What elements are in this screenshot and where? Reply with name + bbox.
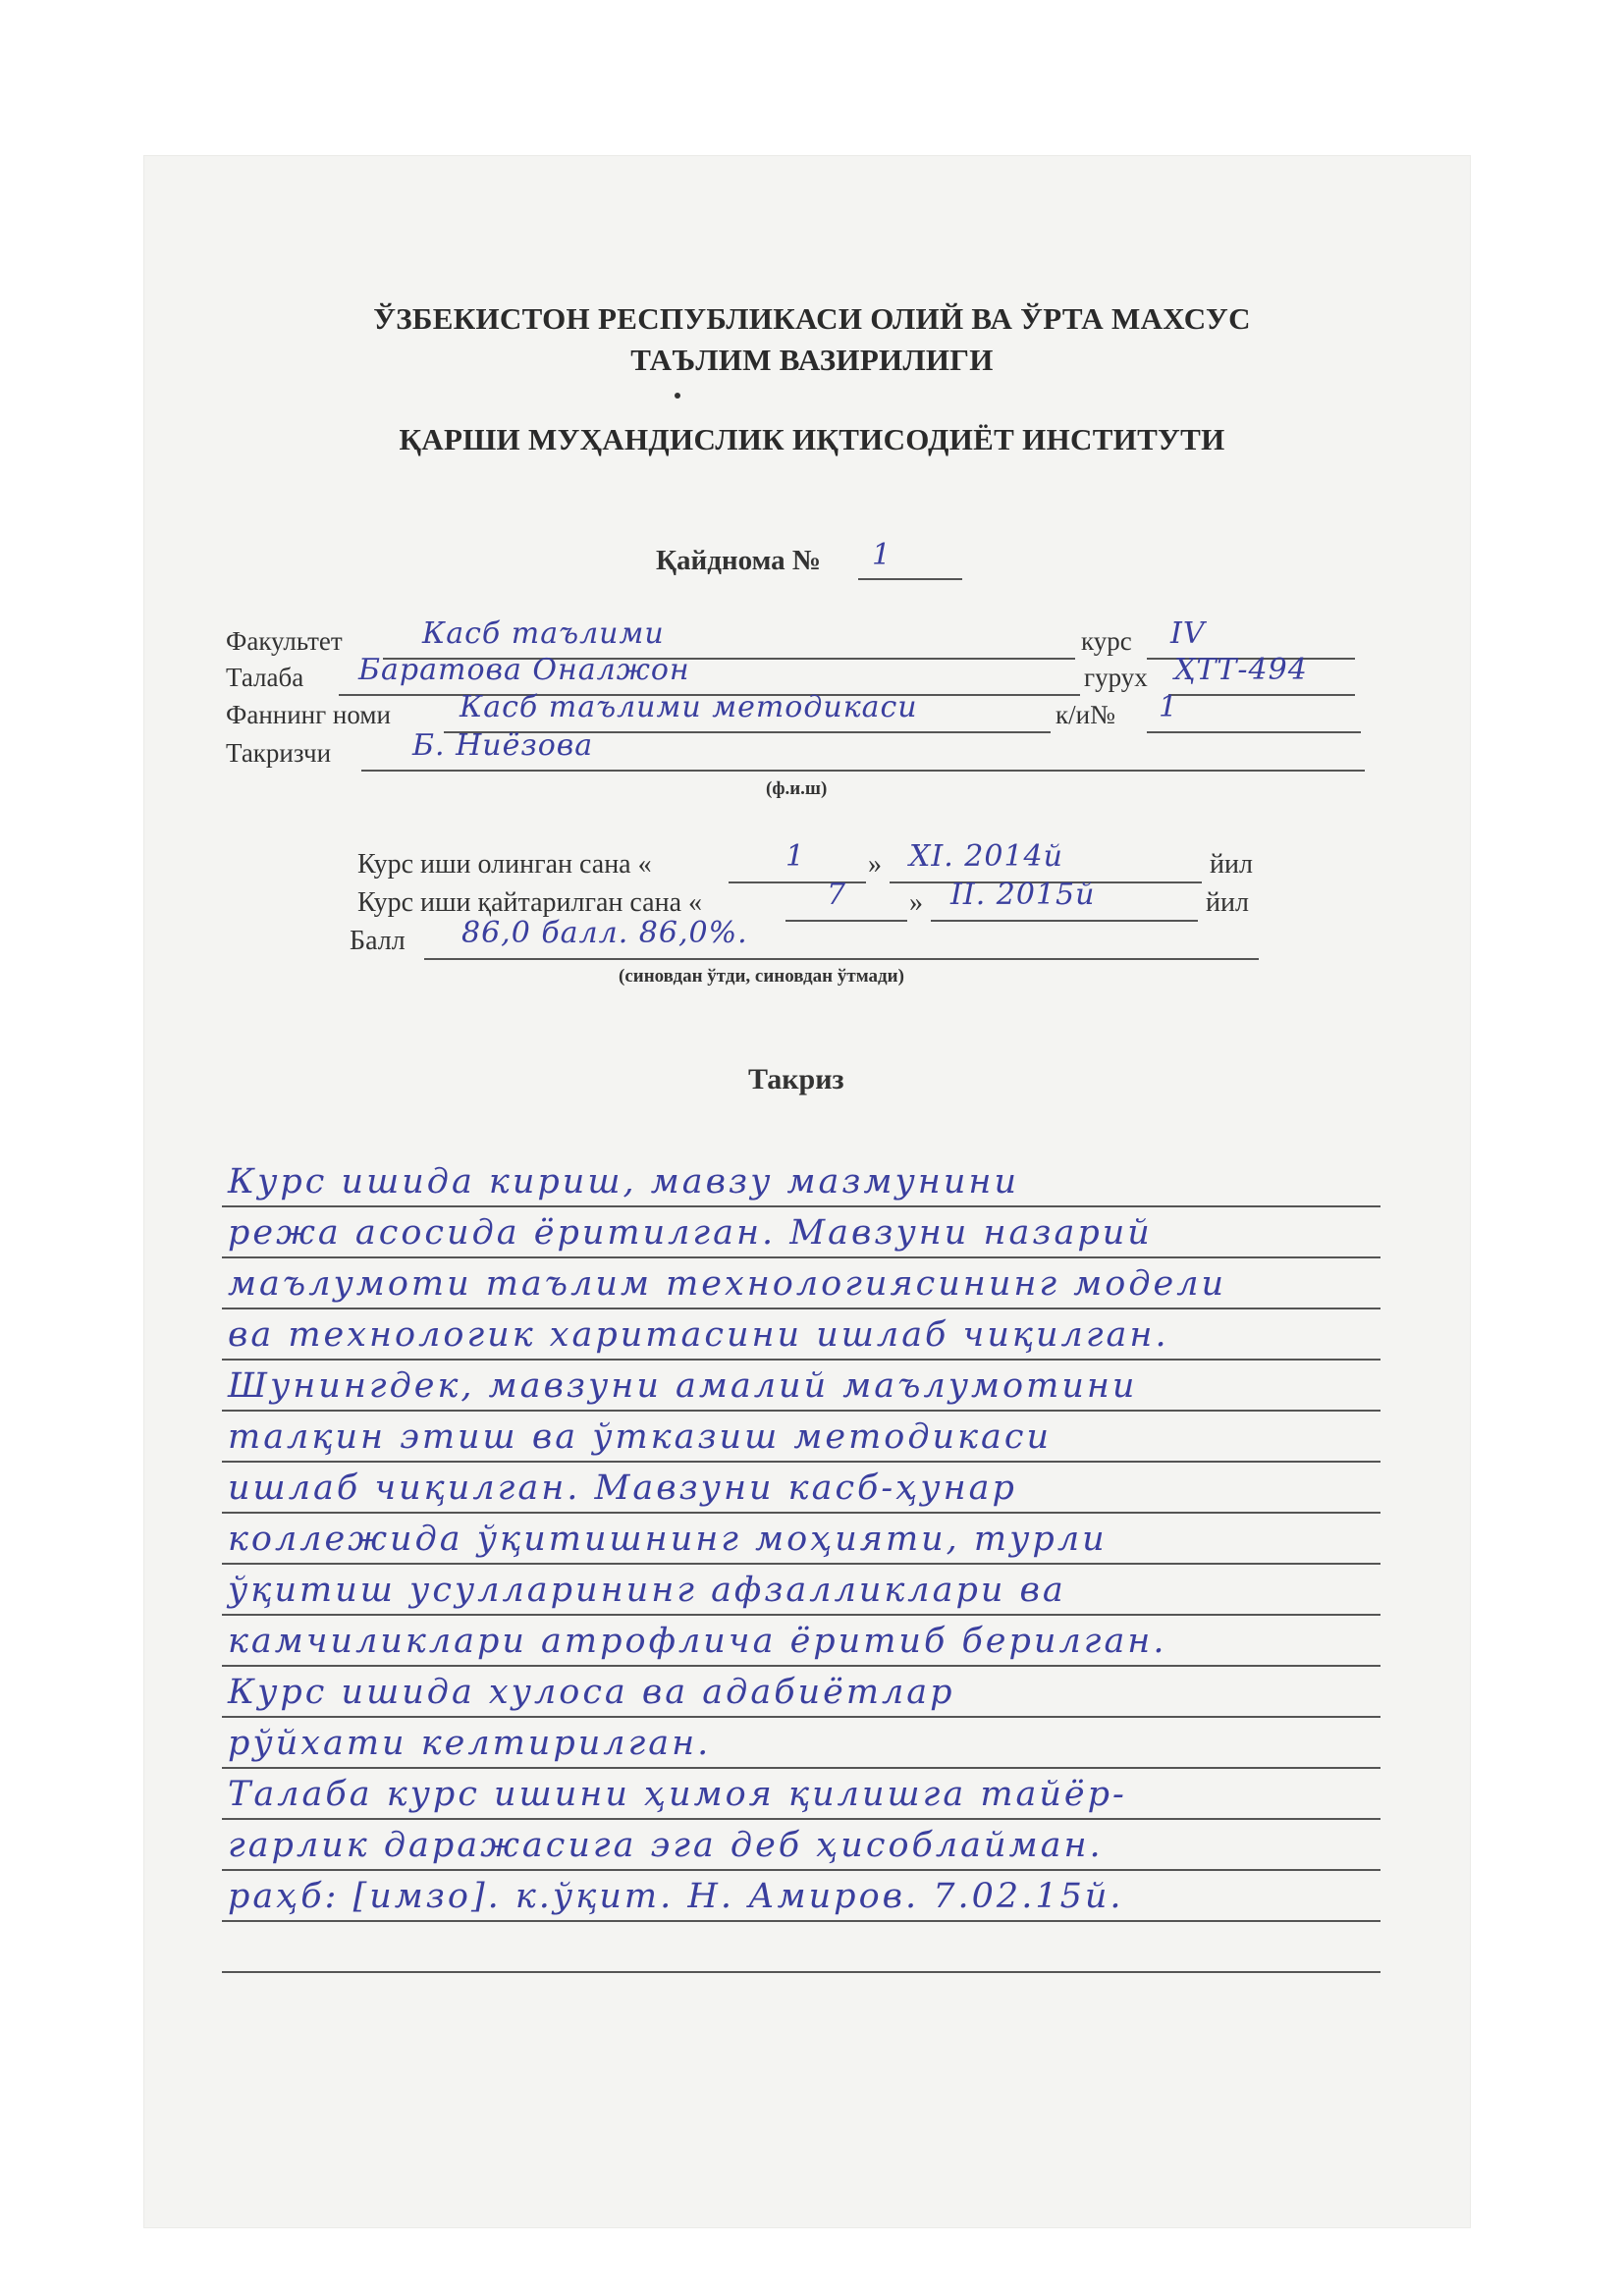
returned-label: Курс иши қайтарилган сана « (357, 887, 703, 918)
reviewer-value: Б. Ниёзова (412, 728, 594, 763)
score-value: 86,0 балл. 86,0%. (461, 916, 748, 950)
kn-value: 1 (1159, 690, 1179, 724)
received-day: 1 (785, 839, 806, 874)
reviewer-label: Такризчи (226, 738, 332, 768)
institute-name: ҚАРШИ МУҲАНДИСЛИК ИҚТИСОДИЁТ ИНСТИТУТИ (399, 422, 1225, 456)
returned-day-line (785, 920, 907, 922)
score-label: Балл (350, 926, 406, 956)
faculty-value: Касб таълими (422, 616, 665, 651)
group-line (1168, 694, 1355, 696)
group-value: ҲТТ-494 (1174, 653, 1308, 687)
course-label: курс (1081, 626, 1132, 656)
kn-line (1147, 731, 1361, 733)
review-line: коллежида ўқитишнинг моҳияти, турли (222, 1513, 1380, 1565)
review-line: ва технологик харитасини ишлаб чиқилган. (222, 1308, 1380, 1361)
subject-value: Касб таълими методикаси (460, 690, 918, 724)
group-label: гурух (1084, 663, 1148, 692)
record-title: Қайднома № (656, 545, 822, 576)
record-number: 1 (872, 538, 893, 572)
reviewer-line (361, 770, 1365, 772)
review-line: гарлик даражасига эга деб ҳисоблайман. (222, 1819, 1380, 1871)
score-note: (синовдан ўтди, синовдан ўтмади) (619, 966, 904, 987)
received-quote-close: » (868, 849, 882, 880)
score-line (424, 958, 1259, 960)
subject-label: Фаннинг номи (226, 700, 391, 729)
review-line: ўқитиш усулларининг афзалликлари ва (222, 1564, 1380, 1616)
faculty-label: Факультет (226, 626, 343, 656)
student-value: Баратова Оналжон (358, 653, 690, 687)
student-label: Талаба (226, 663, 304, 692)
review-line: раҳб: [имзо]. к.ўқит. Н. Амиров. 7.02.15й. (222, 1870, 1380, 1922)
review-line: маълумоти таълим технологиясининг модели (222, 1257, 1380, 1309)
review-line: ишлаб чиқилган. Мавзуни касб-ҳунар (222, 1462, 1380, 1514)
review-title: Такриз (748, 1063, 844, 1095)
review-line: талқин этиш ва ўтказиш методикаси (222, 1411, 1380, 1463)
received-suffix: йил (1210, 849, 1253, 880)
returned-quote-close: » (909, 887, 923, 918)
review-line: Талаба курс ишини ҳимоя қилишга тайёр- (222, 1768, 1380, 1820)
review-line (222, 1921, 1380, 1973)
returned-suffix: йил (1206, 887, 1249, 918)
ministry-line-2: ТАЪЛИМ ВАЗИРИЛИГИ (630, 343, 994, 377)
returned-rest: II. 2015й (950, 878, 1096, 912)
kn-label: к/и№ (1056, 700, 1115, 729)
returned-rest-line (931, 920, 1198, 922)
separator-dot (675, 393, 680, 399)
received-label: Курс иши олинган сана « (357, 849, 652, 880)
review-line: режа асосида ёритилган. Мавзуни назарий (222, 1206, 1380, 1258)
record-number-line (858, 578, 962, 580)
course-value: IV (1170, 616, 1206, 651)
review-line: Курс ишида кириш, мавзу мазмунини (222, 1155, 1380, 1207)
fio-note: (ф.и.ш) (766, 778, 828, 799)
received-rest: XI. 2014й (909, 839, 1063, 874)
ministry-line-1: ЎЗБЕКИСТОН РЕСПУБЛИКАСИ ОЛИЙ ВА ЎРТА МАХСУС (373, 301, 1251, 336)
returned-day: 7 (827, 878, 847, 912)
review-line: рўйхати келтирилган. (222, 1717, 1380, 1769)
review-line: камчиликлари атрофлича ёритиб берилган. (222, 1615, 1380, 1667)
review-line: Курс ишида хулоса ва адабиётлар (222, 1666, 1380, 1718)
review-line: Шунингдек, мавзуни амалий маълумотини (222, 1360, 1380, 1412)
